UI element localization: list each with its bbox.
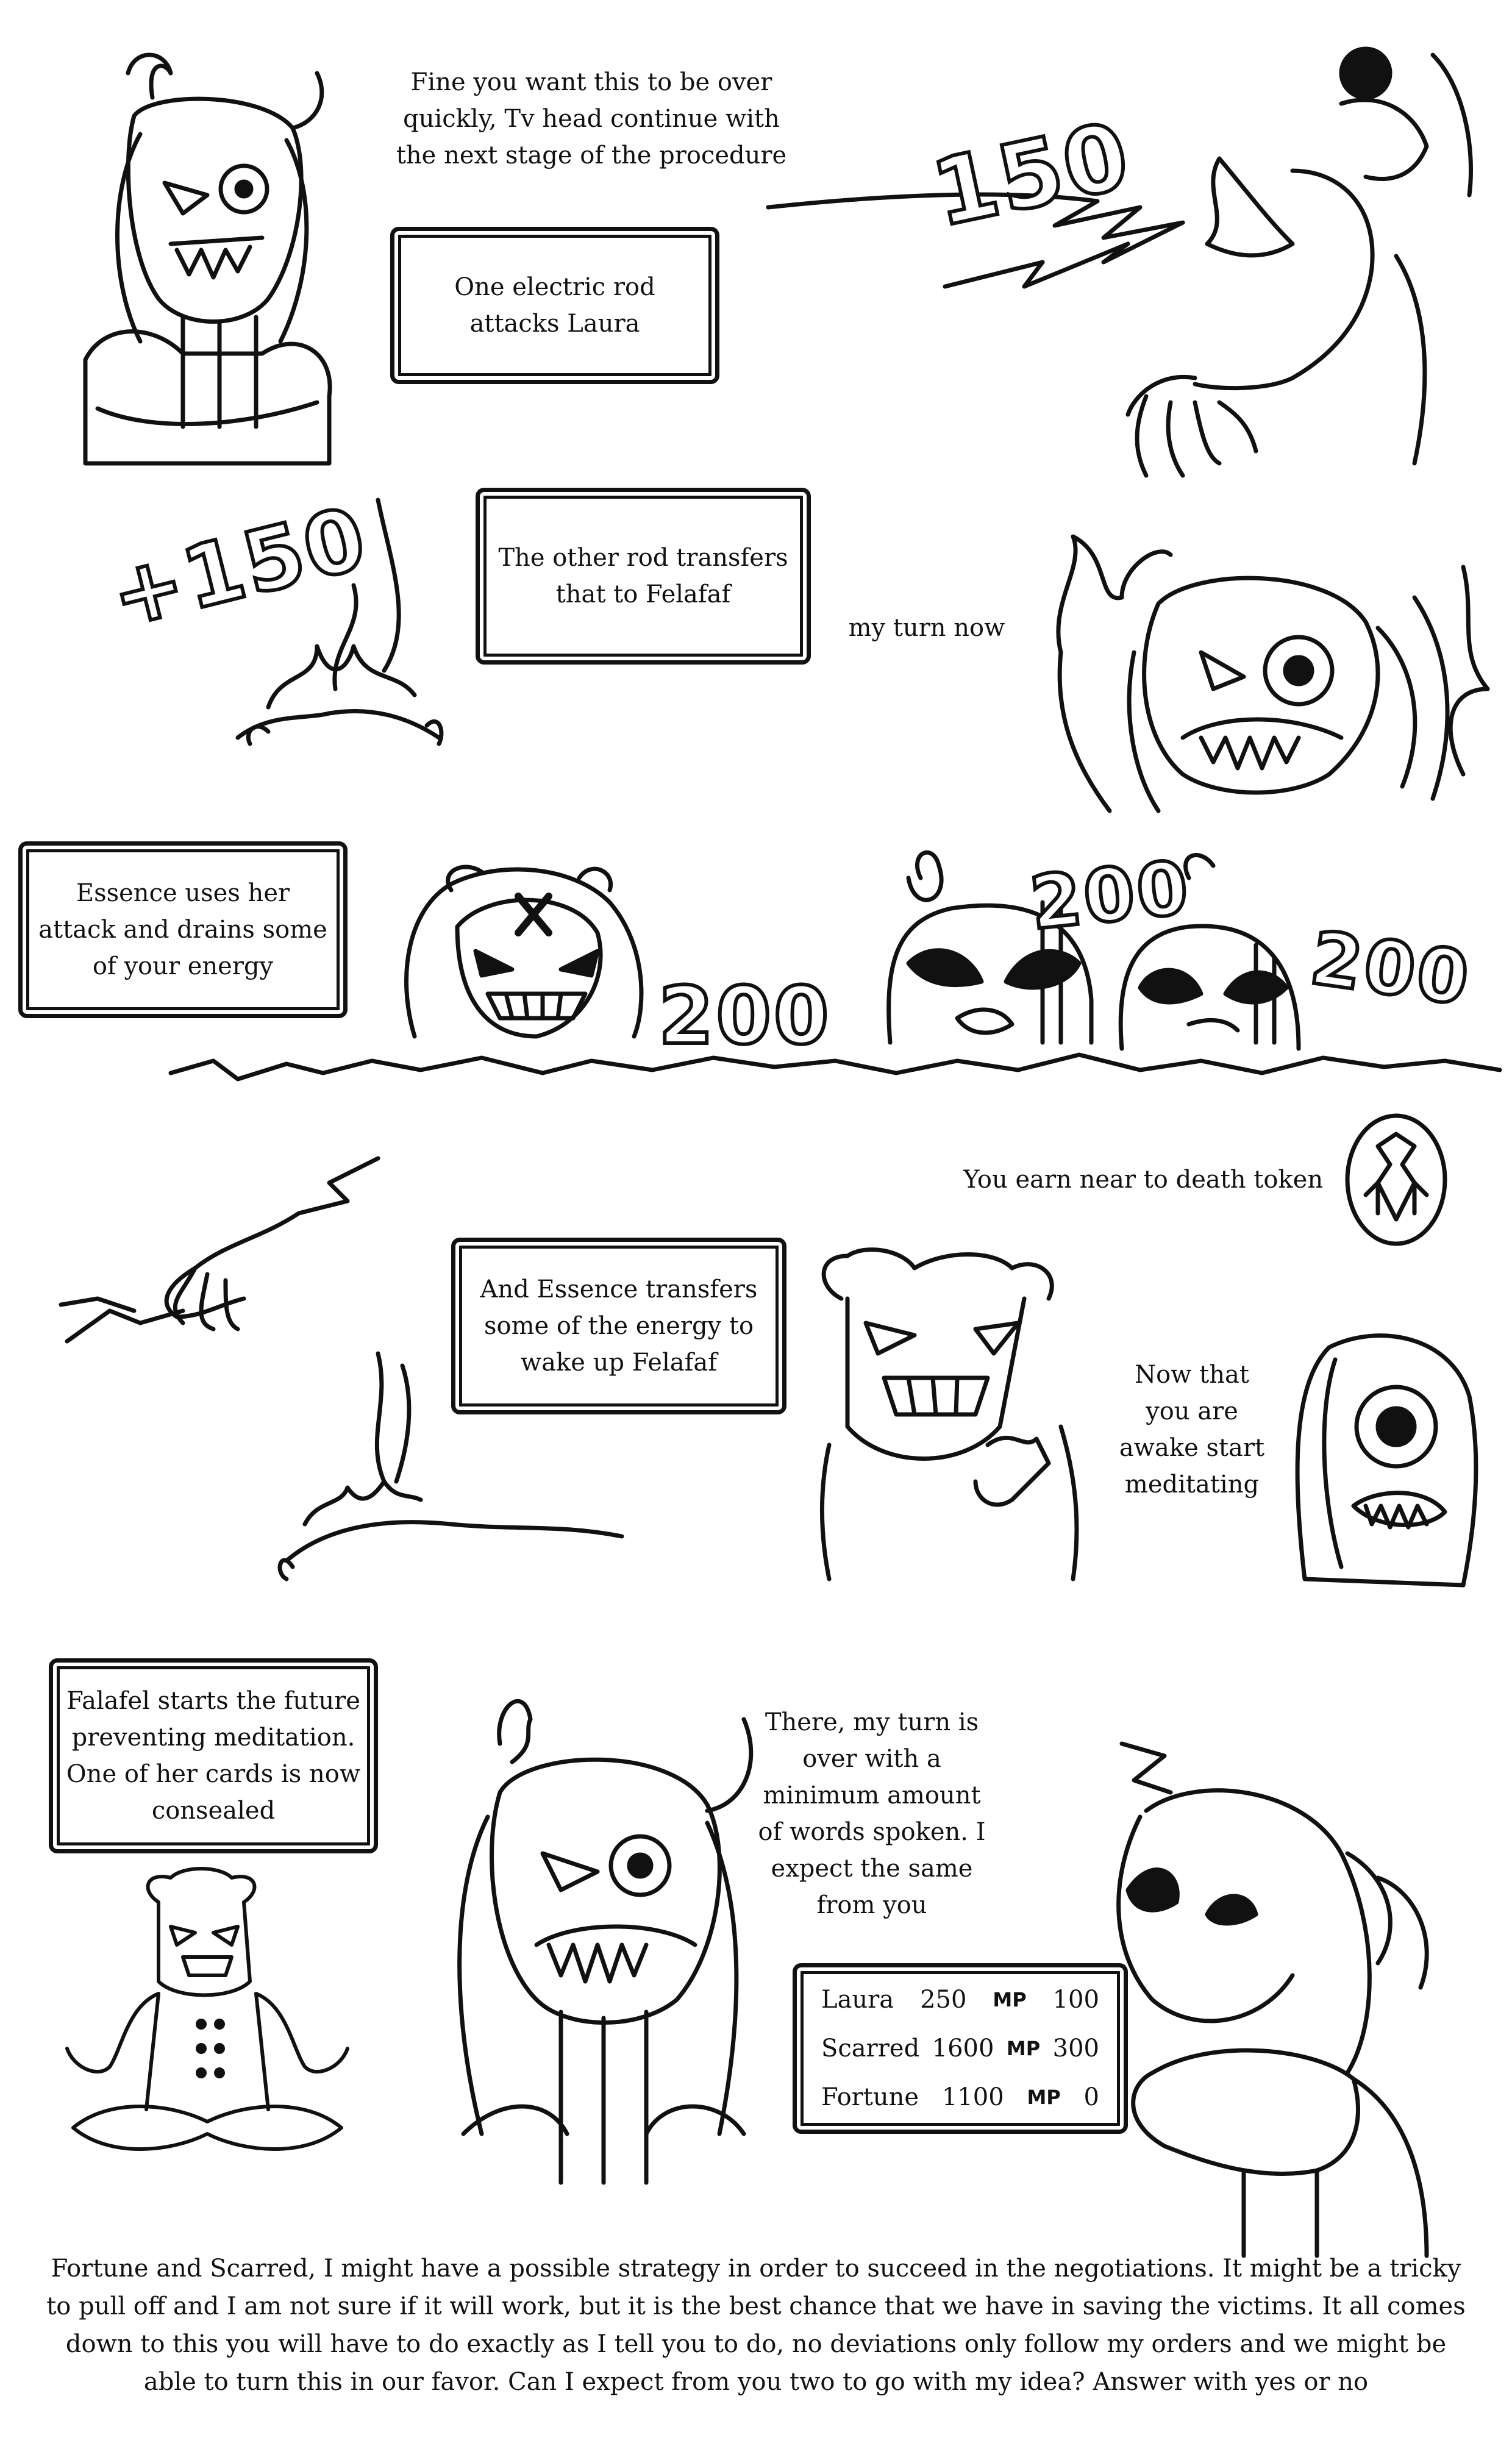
- status-row-fortune: [821, 2073, 1099, 2122]
- caption-falafel-meditation: Falafel starts the future preventing meditation. One of her cards is now consealed: [49, 1658, 378, 1853]
- status-mp: 300: [1052, 2034, 1099, 2063]
- caption-rod-attacks: One electric rod attacks Laura: [390, 227, 719, 384]
- status-row-laura: [821, 1975, 1099, 2024]
- dialogue-my-turn: my turn now: [848, 614, 1005, 642]
- death-token-icon: [1341, 1110, 1451, 1250]
- status-mp-label: MP: [1006, 2037, 1041, 2060]
- dialogue-start-meditating: Now that you are awake start meditating: [1119, 1361, 1265, 1499]
- status-mp: 0: [1083, 2083, 1099, 2111]
- status-row-scarred: [821, 2024, 1099, 2073]
- horned-character-drawing: [61, 37, 341, 476]
- laura-character-drawing: [1110, 37, 1500, 500]
- flame-mound-small-drawing: [268, 1341, 634, 1585]
- damage-number-200-right: 200: [1305, 916, 1476, 1022]
- status-hp: 1100: [941, 2083, 1004, 2111]
- status-name: Fortune: [821, 2083, 919, 2111]
- dialogue-procedure: Fine you want this to be over quickly, Tv head continue with the next stage of the procedure: [396, 68, 787, 169]
- reaching-hand-drawing: [43, 1146, 396, 1353]
- dialogue-turn-over: There, my turn is over with a minimum amount of words spoken. I expect the same from you: [758, 1708, 986, 1919]
- damage-number-200-middle: 200: [1026, 845, 1195, 947]
- caption-essence-transfers: And Essence transfers some of the energy to wake up Felafaf: [451, 1238, 786, 1414]
- status-mp-label: MP: [993, 1988, 1027, 2011]
- cyclops-character-drawing: [1280, 1323, 1488, 1603]
- damage-number-200-left: 200: [658, 969, 832, 1062]
- footer-strategy-text: Fortune and Scarred, I might have a possible strategy in order to succeed in the negotiations. It might be a tricky to pull off and I am not sure if it will work, but it is the best chance that we have in saving the victims. It all comes down to this you will have to do exactly as I tell you to do, no deviations only follow my orders and we might be able to turn this in our favor. Can I expect from you two to go with my idea? Answer with yes or no: [46, 2255, 1466, 2396]
- caption-rod-transfers: The other rod transfers that to Felafaf: [476, 488, 811, 665]
- essence-masked-character-drawing: [378, 854, 671, 1061]
- damage-number-150: 150: [924, 102, 1140, 248]
- caption-essence-attack: Essence uses her attack and drains some of your energy: [18, 841, 348, 1018]
- status-mp-label: MP: [1027, 2086, 1061, 2109]
- heal-number-plus-150: +150: [101, 488, 377, 648]
- status-mp: 100: [1052, 1986, 1099, 2014]
- meditating-character-drawing: [37, 1866, 378, 2170]
- token-earned-text: You earn near to death token: [963, 1166, 1324, 1194]
- status-name: Laura: [821, 1986, 894, 2014]
- status-name: Scarred: [821, 2034, 920, 2063]
- status-hp: 250: [920, 1986, 967, 2014]
- status-hp: 1600: [932, 2034, 994, 2063]
- horned-character-large-drawing: [402, 1670, 780, 2195]
- flame-mound-drawing: [232, 488, 451, 756]
- felafaf-character-drawing: [1036, 530, 1500, 835]
- scarred-character-drawing: [1061, 1731, 1488, 2268]
- tv-head-character-drawing: [793, 1244, 1097, 1585]
